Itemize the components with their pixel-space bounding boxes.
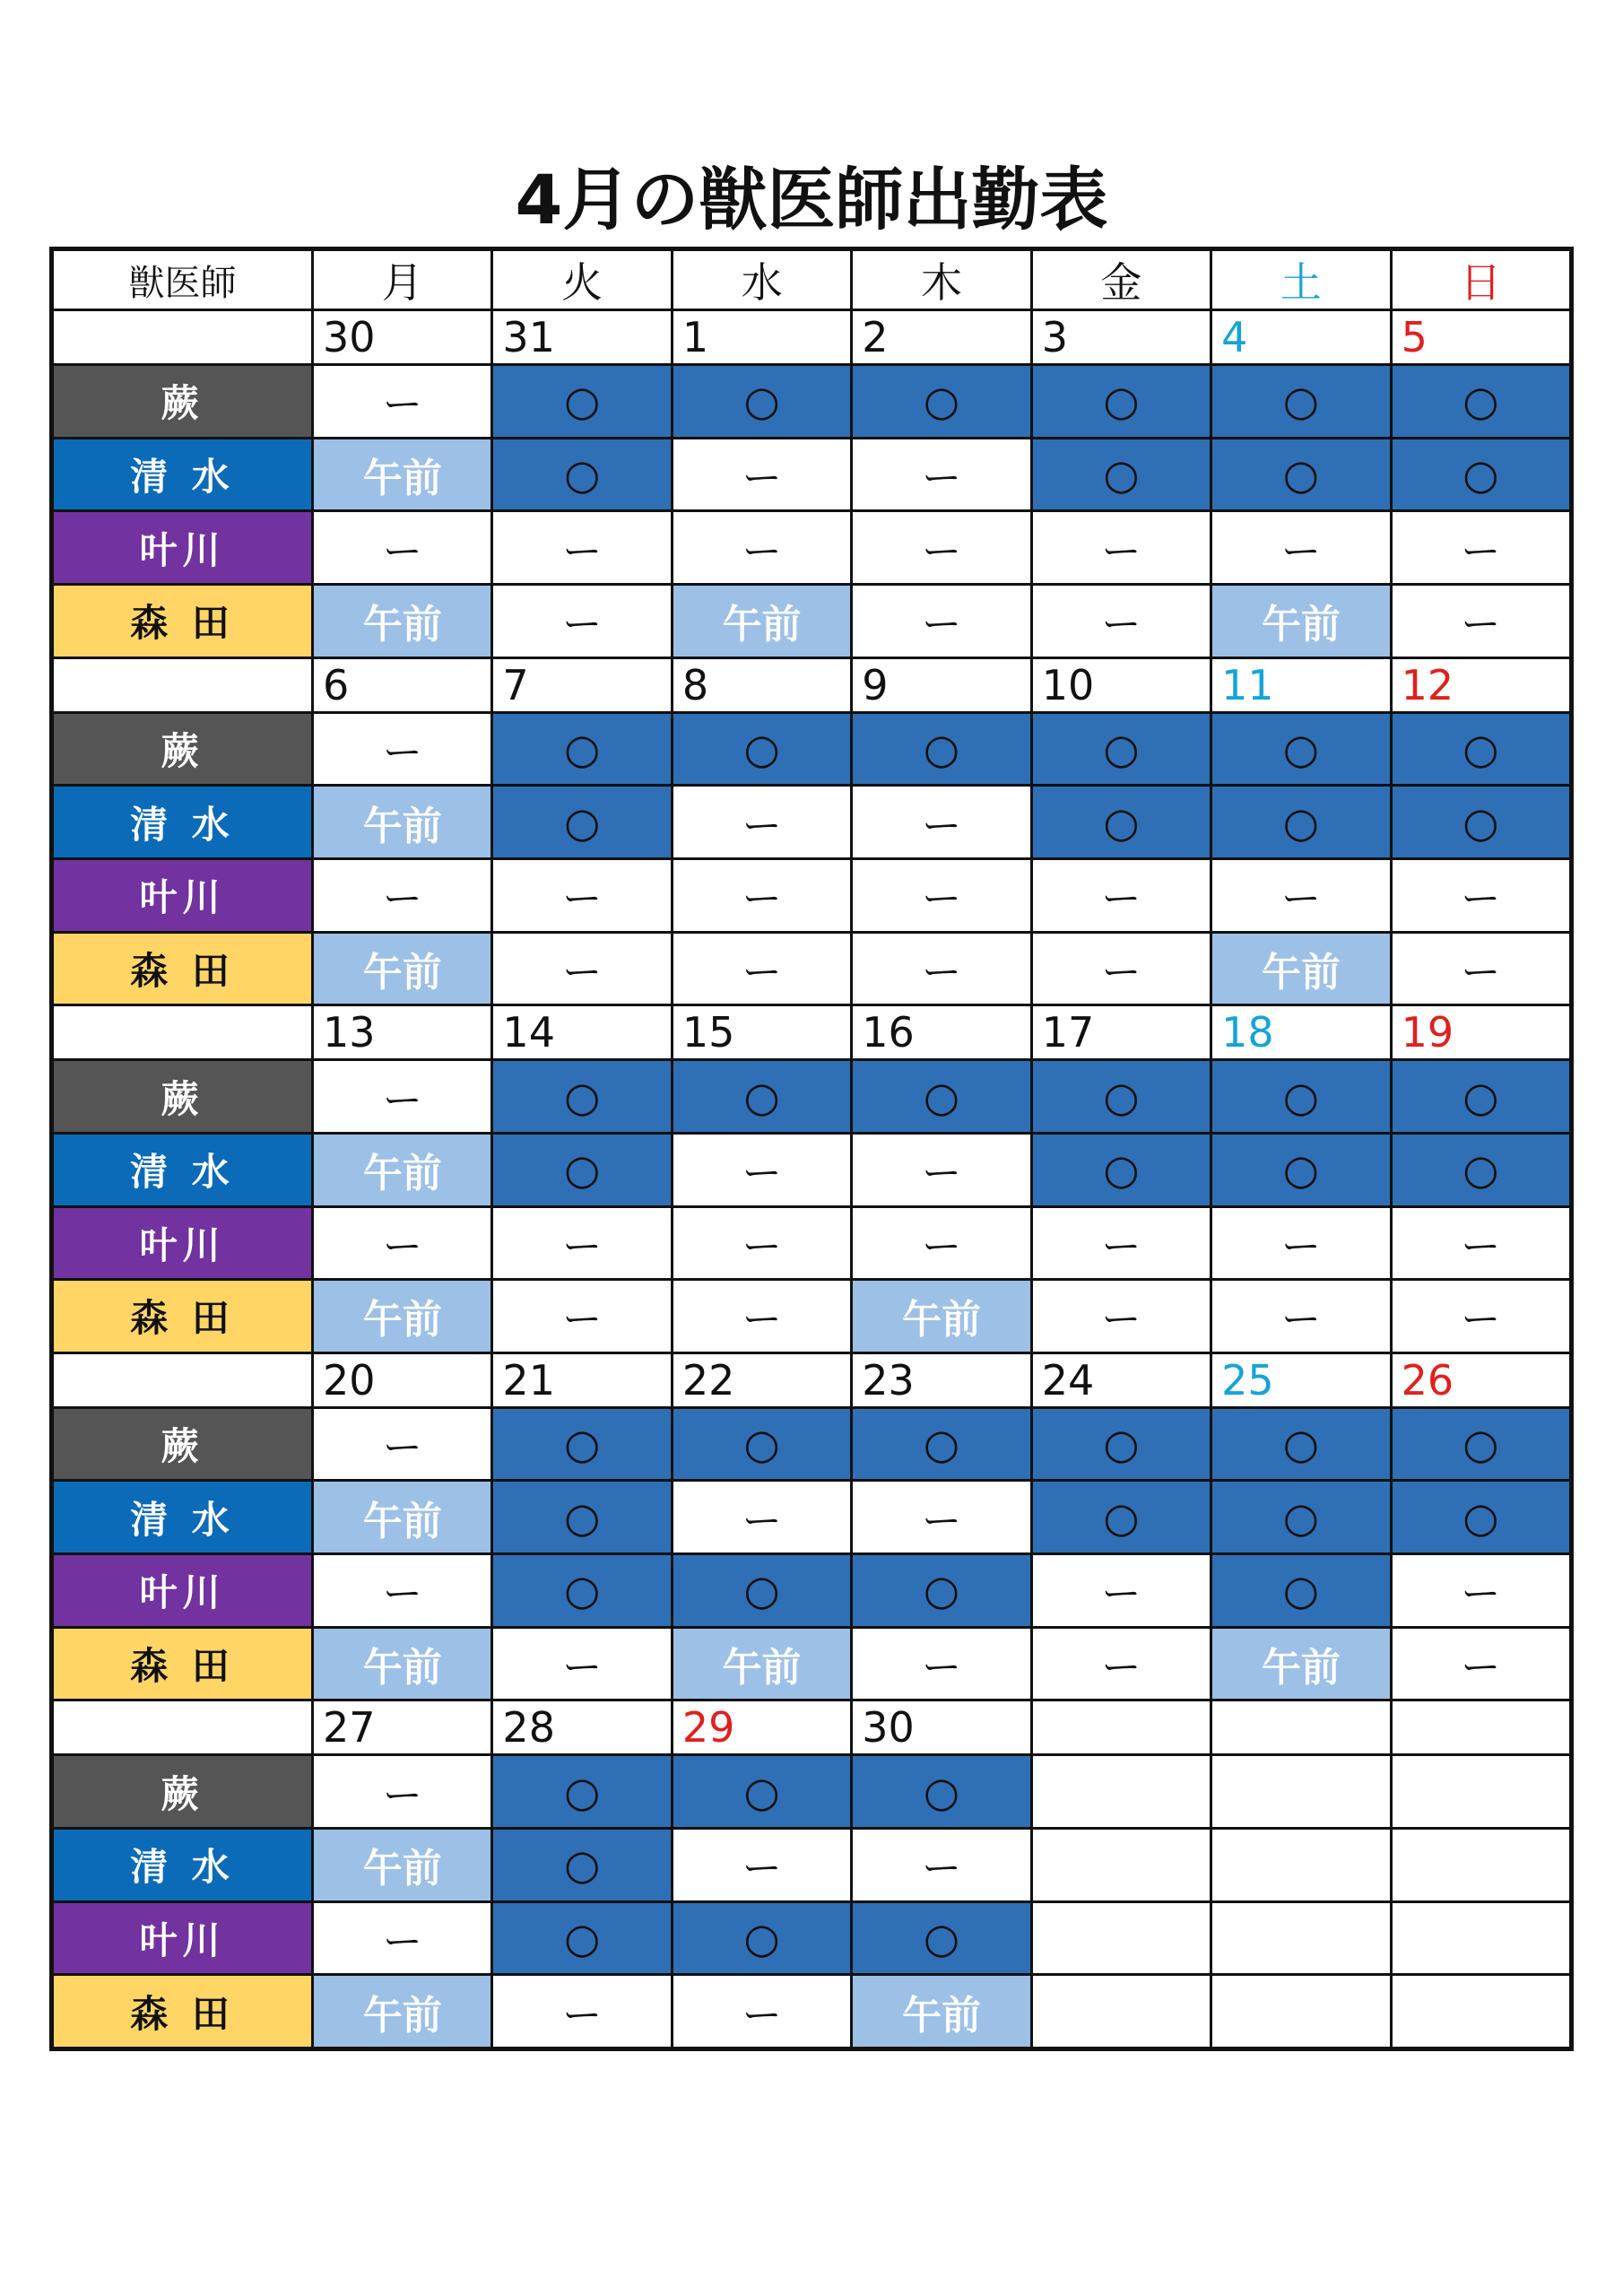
date-cell: 8 xyxy=(673,659,850,711)
date-cell: 19 xyxy=(1393,1006,1569,1058)
shift-cell: ー xyxy=(1393,1629,1569,1700)
shift-cell xyxy=(1033,1756,1210,1827)
shift-cell: 午前 xyxy=(314,934,490,1004)
shift-cell: 午前 xyxy=(673,586,850,657)
shift-cell: ー xyxy=(1393,1281,1569,1352)
shift-cell: ー xyxy=(673,1482,850,1552)
shift-cell: ー xyxy=(853,860,1029,931)
vet-name: 叶川 xyxy=(54,512,311,583)
date-cell: 3 xyxy=(1033,311,1210,363)
shift-cell: ○ xyxy=(673,366,850,437)
date-cell: 31 xyxy=(493,311,670,363)
shift-cell: ○ xyxy=(1393,366,1569,437)
shift-cell: ー xyxy=(493,934,670,1004)
vet-name: 森 田 xyxy=(54,934,311,1004)
shift-cell: ○ xyxy=(1212,366,1389,437)
date-cell: 17 xyxy=(1033,1006,1210,1058)
shift-cell: ○ xyxy=(1033,439,1210,510)
date-cell: 5 xyxy=(1393,311,1569,363)
date-row-spacer xyxy=(54,311,311,363)
shift-cell: ○ xyxy=(1212,1409,1389,1480)
shift-cell: ー xyxy=(1033,1555,1210,1626)
shift-cell: ー xyxy=(1393,1555,1569,1626)
shift-cell: 午前 xyxy=(314,1482,490,1552)
shift-cell: ー xyxy=(493,1976,670,2047)
shift-cell: ー xyxy=(314,512,490,583)
shift-cell: ー xyxy=(673,439,850,510)
vet-name: 叶川 xyxy=(54,1208,311,1279)
header-day: 月 xyxy=(314,251,490,309)
date-cell: 6 xyxy=(314,659,490,711)
shift-cell: ○ xyxy=(853,1903,1029,1974)
shift-cell: ー xyxy=(853,512,1029,583)
shift-cell: ー xyxy=(1033,934,1210,1004)
shift-cell: ○ xyxy=(1393,1409,1569,1480)
date-cell: 28 xyxy=(493,1701,670,1753)
vet-name: 森 田 xyxy=(54,1629,311,1700)
shift-cell: ○ xyxy=(493,1482,670,1552)
date-cell: 2 xyxy=(853,311,1029,363)
shift-cell: 午前 xyxy=(314,586,490,657)
shift-cell: ○ xyxy=(1212,439,1389,510)
vet-name: 清 水 xyxy=(54,1135,311,1205)
shift-cell: ○ xyxy=(1033,1409,1210,1480)
shift-cell: ○ xyxy=(493,1756,670,1827)
shift-cell: ○ xyxy=(1212,1135,1389,1205)
shift-cell: 午前 xyxy=(314,1830,490,1900)
vet-name: 森 田 xyxy=(54,1281,311,1352)
shift-cell: ○ xyxy=(853,366,1029,437)
shift-cell: ○ xyxy=(493,1135,670,1205)
header-day: 水 xyxy=(673,251,850,309)
shift-cell: ○ xyxy=(673,1555,850,1626)
shift-cell: ○ xyxy=(493,1409,670,1480)
shift-cell: ー xyxy=(493,1629,670,1700)
vet-name: 森 田 xyxy=(54,1976,311,2047)
shift-cell: ○ xyxy=(1212,1555,1389,1626)
shift-cell: ○ xyxy=(1033,787,1210,857)
shift-cell: ○ xyxy=(853,1555,1029,1626)
shift-cell: 午前 xyxy=(1212,586,1389,657)
shift-cell: 午前 xyxy=(314,1135,490,1205)
shift-cell: ○ xyxy=(853,714,1029,785)
shift-cell: ○ xyxy=(1212,714,1389,785)
shift-cell xyxy=(1393,1903,1569,1974)
shift-cell xyxy=(1212,1756,1389,1827)
shift-cell: ー xyxy=(853,934,1029,1004)
shift-cell xyxy=(1393,1976,1569,2047)
shift-cell: ○ xyxy=(673,1061,850,1132)
shift-cell: ○ xyxy=(1393,1135,1569,1205)
shift-cell: 午前 xyxy=(1212,1629,1389,1700)
shift-cell: ○ xyxy=(673,1756,850,1827)
date-cell: 26 xyxy=(1393,1354,1569,1406)
date-cell: 30 xyxy=(314,311,490,363)
shift-cell: ○ xyxy=(493,439,670,510)
shift-cell: ○ xyxy=(1393,439,1569,510)
shift-cell: ー xyxy=(853,1629,1029,1700)
shift-cell: ー xyxy=(1212,1281,1389,1352)
date-cell: 23 xyxy=(853,1354,1029,1406)
shift-cell: ○ xyxy=(853,1756,1029,1827)
vet-name: 清 水 xyxy=(54,1482,311,1552)
shift-cell: ○ xyxy=(1393,714,1569,785)
shift-cell: ー xyxy=(1212,1208,1389,1279)
shift-cell: ー xyxy=(673,1976,850,2047)
shift-cell: ー xyxy=(314,714,490,785)
date-cell: 7 xyxy=(493,659,670,711)
attendance-table xyxy=(49,247,1574,2051)
shift-cell: ー xyxy=(1033,860,1210,931)
date-cell xyxy=(1393,1701,1569,1753)
date-cell: 27 xyxy=(314,1701,490,1753)
date-cell: 21 xyxy=(493,1354,670,1406)
shift-cell: ー xyxy=(1393,586,1569,657)
shift-cell: ○ xyxy=(493,366,670,437)
shift-cell: ○ xyxy=(1212,1061,1389,1132)
date-cell: 29 xyxy=(673,1701,850,1753)
shift-cell: 午前 xyxy=(853,1976,1029,2047)
shift-cell: ○ xyxy=(493,1903,670,1974)
vet-name: 蕨 xyxy=(54,1756,311,1827)
shift-cell xyxy=(1033,1976,1210,2047)
shift-cell: ー xyxy=(314,1409,490,1480)
date-cell: 20 xyxy=(314,1354,490,1406)
header-day: 金 xyxy=(1033,251,1210,309)
shift-cell: ー xyxy=(673,1830,850,1900)
shift-cell: ー xyxy=(314,1555,490,1626)
shift-cell: 午前 xyxy=(314,787,490,857)
vet-name: 蕨 xyxy=(54,714,311,785)
shift-cell: ー xyxy=(673,512,850,583)
shift-cell: ○ xyxy=(1033,1061,1210,1132)
shift-cell: ー xyxy=(493,1281,670,1352)
vet-name: 森 田 xyxy=(54,586,311,657)
date-cell xyxy=(1212,1701,1389,1753)
shift-cell: ー xyxy=(314,1061,490,1132)
header-day: 木 xyxy=(853,251,1029,309)
shift-cell: ○ xyxy=(493,1061,670,1132)
vet-name: 清 水 xyxy=(54,787,311,857)
shift-cell xyxy=(1033,1903,1210,1974)
shift-cell: ○ xyxy=(853,1409,1029,1480)
shift-cell: ○ xyxy=(493,1555,670,1626)
shift-cell: ○ xyxy=(1212,787,1389,857)
shift-cell: ー xyxy=(1393,860,1569,931)
shift-cell: ー xyxy=(673,860,850,931)
shift-cell: ○ xyxy=(1033,1482,1210,1552)
date-cell: 1 xyxy=(673,311,850,363)
shift-cell: ○ xyxy=(673,1409,850,1480)
date-cell: 18 xyxy=(1212,1006,1389,1058)
date-cell: 13 xyxy=(314,1006,490,1058)
shift-cell: ー xyxy=(673,1281,850,1352)
shift-cell: ○ xyxy=(1393,1061,1569,1132)
vet-name: 清 水 xyxy=(54,1830,311,1900)
shift-cell: ○ xyxy=(1393,787,1569,857)
header-corner: 獣医師 xyxy=(54,251,311,309)
shift-cell: ー xyxy=(1033,1208,1210,1279)
shift-cell: 午前 xyxy=(1212,934,1389,1004)
vet-name: 蕨 xyxy=(54,1061,311,1132)
shift-cell: 午前 xyxy=(853,1281,1029,1352)
shift-cell xyxy=(1212,1903,1389,1974)
shift-cell: ○ xyxy=(1033,714,1210,785)
shift-cell: ー xyxy=(1393,934,1569,1004)
date-cell: 4 xyxy=(1212,311,1389,363)
header-day: 火 xyxy=(493,251,670,309)
shift-cell: ○ xyxy=(673,714,850,785)
date-cell: 16 xyxy=(853,1006,1029,1058)
shift-cell: ○ xyxy=(493,787,670,857)
shift-cell: 午前 xyxy=(314,1976,490,2047)
date-cell: 22 xyxy=(673,1354,850,1406)
shift-cell: ー xyxy=(1212,512,1389,583)
shift-cell: ー xyxy=(853,1208,1029,1279)
shift-cell: ○ xyxy=(493,1830,670,1900)
vet-name: 蕨 xyxy=(54,1409,311,1480)
shift-cell xyxy=(1212,1976,1389,2047)
date-cell: 25 xyxy=(1212,1354,1389,1406)
shift-cell: ー xyxy=(853,1135,1029,1205)
date-cell: 30 xyxy=(853,1701,1029,1753)
shift-cell: ー xyxy=(1033,1629,1210,1700)
shift-cell xyxy=(1393,1756,1569,1827)
page-title: 4月の獣医師出勤表 xyxy=(515,160,1108,239)
shift-cell: ー xyxy=(673,1208,850,1279)
shift-cell: ー xyxy=(853,586,1029,657)
shift-cell: ー xyxy=(314,1208,490,1279)
shift-cell: ー xyxy=(314,366,490,437)
date-cell xyxy=(1033,1701,1210,1753)
shift-cell: ○ xyxy=(493,714,670,785)
date-cell: 24 xyxy=(1033,1354,1210,1406)
shift-cell: ー xyxy=(1033,512,1210,583)
vet-name: 叶川 xyxy=(54,1903,311,1974)
shift-cell: ー xyxy=(1033,586,1210,657)
shift-cell: ー xyxy=(1393,1208,1569,1279)
date-cell: 10 xyxy=(1033,659,1210,711)
shift-cell xyxy=(1393,1830,1569,1900)
shift-cell: ○ xyxy=(1212,1482,1389,1552)
shift-cell xyxy=(1033,1830,1210,1900)
shift-cell: ー xyxy=(853,787,1029,857)
shift-cell: ー xyxy=(493,512,670,583)
shift-cell: ー xyxy=(493,860,670,931)
shift-cell: ー xyxy=(314,1756,490,1827)
shift-cell: ー xyxy=(314,1903,490,1974)
vet-name: 蕨 xyxy=(54,366,311,437)
shift-cell: 午前 xyxy=(673,1629,850,1700)
shift-cell: ○ xyxy=(1033,366,1210,437)
shift-cell: ○ xyxy=(1393,1482,1569,1552)
shift-cell: ー xyxy=(1393,512,1569,583)
shift-cell: ー xyxy=(314,860,490,931)
shift-cell: 午前 xyxy=(314,439,490,510)
shift-cell: ○ xyxy=(1033,1135,1210,1205)
shift-cell: 午前 xyxy=(314,1281,490,1352)
date-cell: 12 xyxy=(1393,659,1569,711)
date-cell: 15 xyxy=(673,1006,850,1058)
date-row-spacer xyxy=(54,659,311,711)
shift-cell: ー xyxy=(493,586,670,657)
vet-name: 叶川 xyxy=(54,1555,311,1626)
shift-cell: ー xyxy=(853,1830,1029,1900)
date-cell: 11 xyxy=(1212,659,1389,711)
header-day: 土 xyxy=(1212,251,1389,309)
shift-cell: ー xyxy=(673,787,850,857)
shift-cell: ー xyxy=(853,1482,1029,1552)
shift-cell: ー xyxy=(493,1208,670,1279)
shift-cell: ー xyxy=(853,439,1029,510)
date-row-spacer xyxy=(54,1354,311,1406)
shift-cell: ー xyxy=(1212,860,1389,931)
shift-cell: ー xyxy=(1033,1281,1210,1352)
date-row-spacer xyxy=(54,1006,311,1058)
date-cell: 14 xyxy=(493,1006,670,1058)
shift-cell: 午前 xyxy=(314,1629,490,1700)
vet-name: 清 水 xyxy=(54,439,311,510)
shift-cell: ○ xyxy=(853,1061,1029,1132)
vet-name: 叶川 xyxy=(54,860,311,931)
shift-cell: ー xyxy=(673,934,850,1004)
shift-cell xyxy=(1212,1830,1389,1900)
shift-cell: ー xyxy=(673,1135,850,1205)
header-day: 日 xyxy=(1393,251,1569,309)
date-row-spacer xyxy=(54,1701,311,1753)
shift-cell: ○ xyxy=(673,1903,850,1974)
date-cell: 9 xyxy=(853,659,1029,711)
